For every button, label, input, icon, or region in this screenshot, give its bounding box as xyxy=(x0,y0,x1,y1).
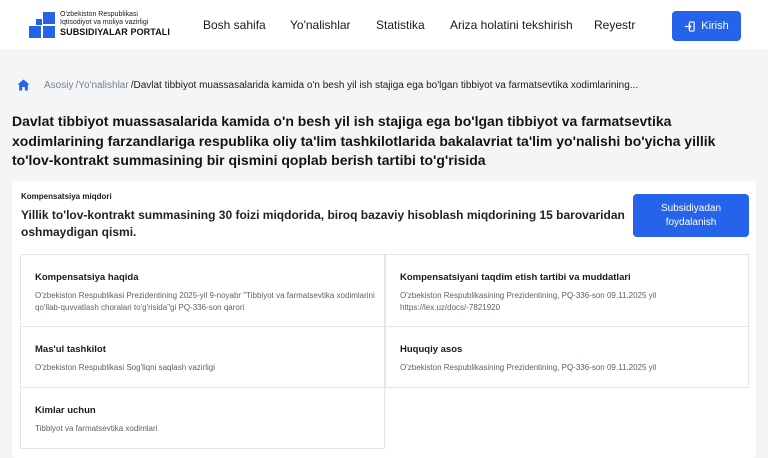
page-title: Davlat tibbiyot muassasalarida kamida o'n besh yil ish stajiga ega bo'lgan tibbiyot va farmatsevtika xodimlarining farzandlariga respublika oliy ta'lim tashkilotlarida bakalavriat ta'lim yo'nalishi bo'yicha yillik to'lov-kontrakt summasining bir qismini qoplab berish tartibi to'g'risida xyxy=(12,113,716,168)
breadcrumb xyxy=(12,73,768,97)
info-block-target-group xyxy=(20,387,385,449)
compensation-value: Yillik to'lov-kontrakt summasining 30 foizi miqdorida, biroq bazaviy hisoblash miqdorining 15 barovaridan oshmaydigan qismi. xyxy=(21,208,625,239)
info-block-legal-basis xyxy=(385,326,749,388)
nav-item-home[interactable]: Bosh sahifa xyxy=(203,18,266,32)
login-button[interactable] xyxy=(672,11,741,41)
breadcrumb-section-link[interactable]: /Yo'nalishlar xyxy=(75,79,129,91)
login-icon xyxy=(684,21,695,32)
info-text: O'zbekiston Respublikasining Prezidentining, PQ-336-son 09.11.2025 yil https://lex.uz/docs/-7821920 xyxy=(400,291,657,312)
compensation-label: Kompensatsiya miqdori xyxy=(21,192,112,201)
info-text: O'zbekiston Respublikasi Sog'liqni saqlash vazirligi xyxy=(35,363,216,372)
nav-item-statistics[interactable]: Statistika xyxy=(376,18,425,32)
logo-line-2: Iqtisodiyot va moliya vazirligi xyxy=(60,19,149,27)
nav-item-registry[interactable]: Reyestr xyxy=(594,18,636,32)
nav-item-directions[interactable]: Yo'nalishlar xyxy=(290,18,351,32)
info-text: O'zbekiston Respublikasining Prezidentining, PQ-336-son 09.11.2025 yil xyxy=(400,363,657,372)
nav-item-check-status[interactable]: Ariza holatini tekshirish xyxy=(450,18,573,32)
info-text: Tibbiyot va farmatsevtika xodimlari xyxy=(35,424,158,433)
info-title: Kompensatsiya haqida xyxy=(35,272,139,283)
logo-title: SUBSIDIYALAR PORTALI xyxy=(60,26,171,37)
info-title: Kompensatsiyani taqdim etish tartibi va muddatlari xyxy=(400,272,631,283)
portal-logo[interactable] xyxy=(29,11,170,38)
info-text: O'zbekiston Respublikasi Prezidentining 2025-yil 9-noyabr "Tibbiyot va farmatsevtika xodimlarini qo'llab-quvvatlash choralari to'g'risida"gi PQ-336-son qarori xyxy=(35,291,375,312)
info-block-about xyxy=(20,254,385,327)
info-title: Huquqiy asos xyxy=(400,344,463,355)
logo-mark-icon xyxy=(29,11,55,38)
use-subsidy-button[interactable]: Subsidiyadan foydalanish xyxy=(633,194,749,237)
subsidy-details-card xyxy=(12,181,756,458)
home-icon[interactable] xyxy=(12,74,34,96)
logo-line-1: O'zbekiston Respublikasi xyxy=(60,11,138,19)
site-header xyxy=(0,0,768,51)
info-block-procedure xyxy=(385,254,749,327)
info-title: Kimlar uchun xyxy=(35,405,96,416)
breadcrumb-current: /Davlat tibbiyot muassasalarida kamida o'n besh yil ish stajiga ega bo'lgan tibbiyot va farmatsevtika xodimlarining... xyxy=(130,79,639,91)
info-block-organization xyxy=(20,326,385,388)
breadcrumb-home-link[interactable]: Asosiy xyxy=(44,79,74,91)
login-label: Kirish xyxy=(701,20,729,32)
info-title: Mas'ul tashkilot xyxy=(35,344,106,355)
